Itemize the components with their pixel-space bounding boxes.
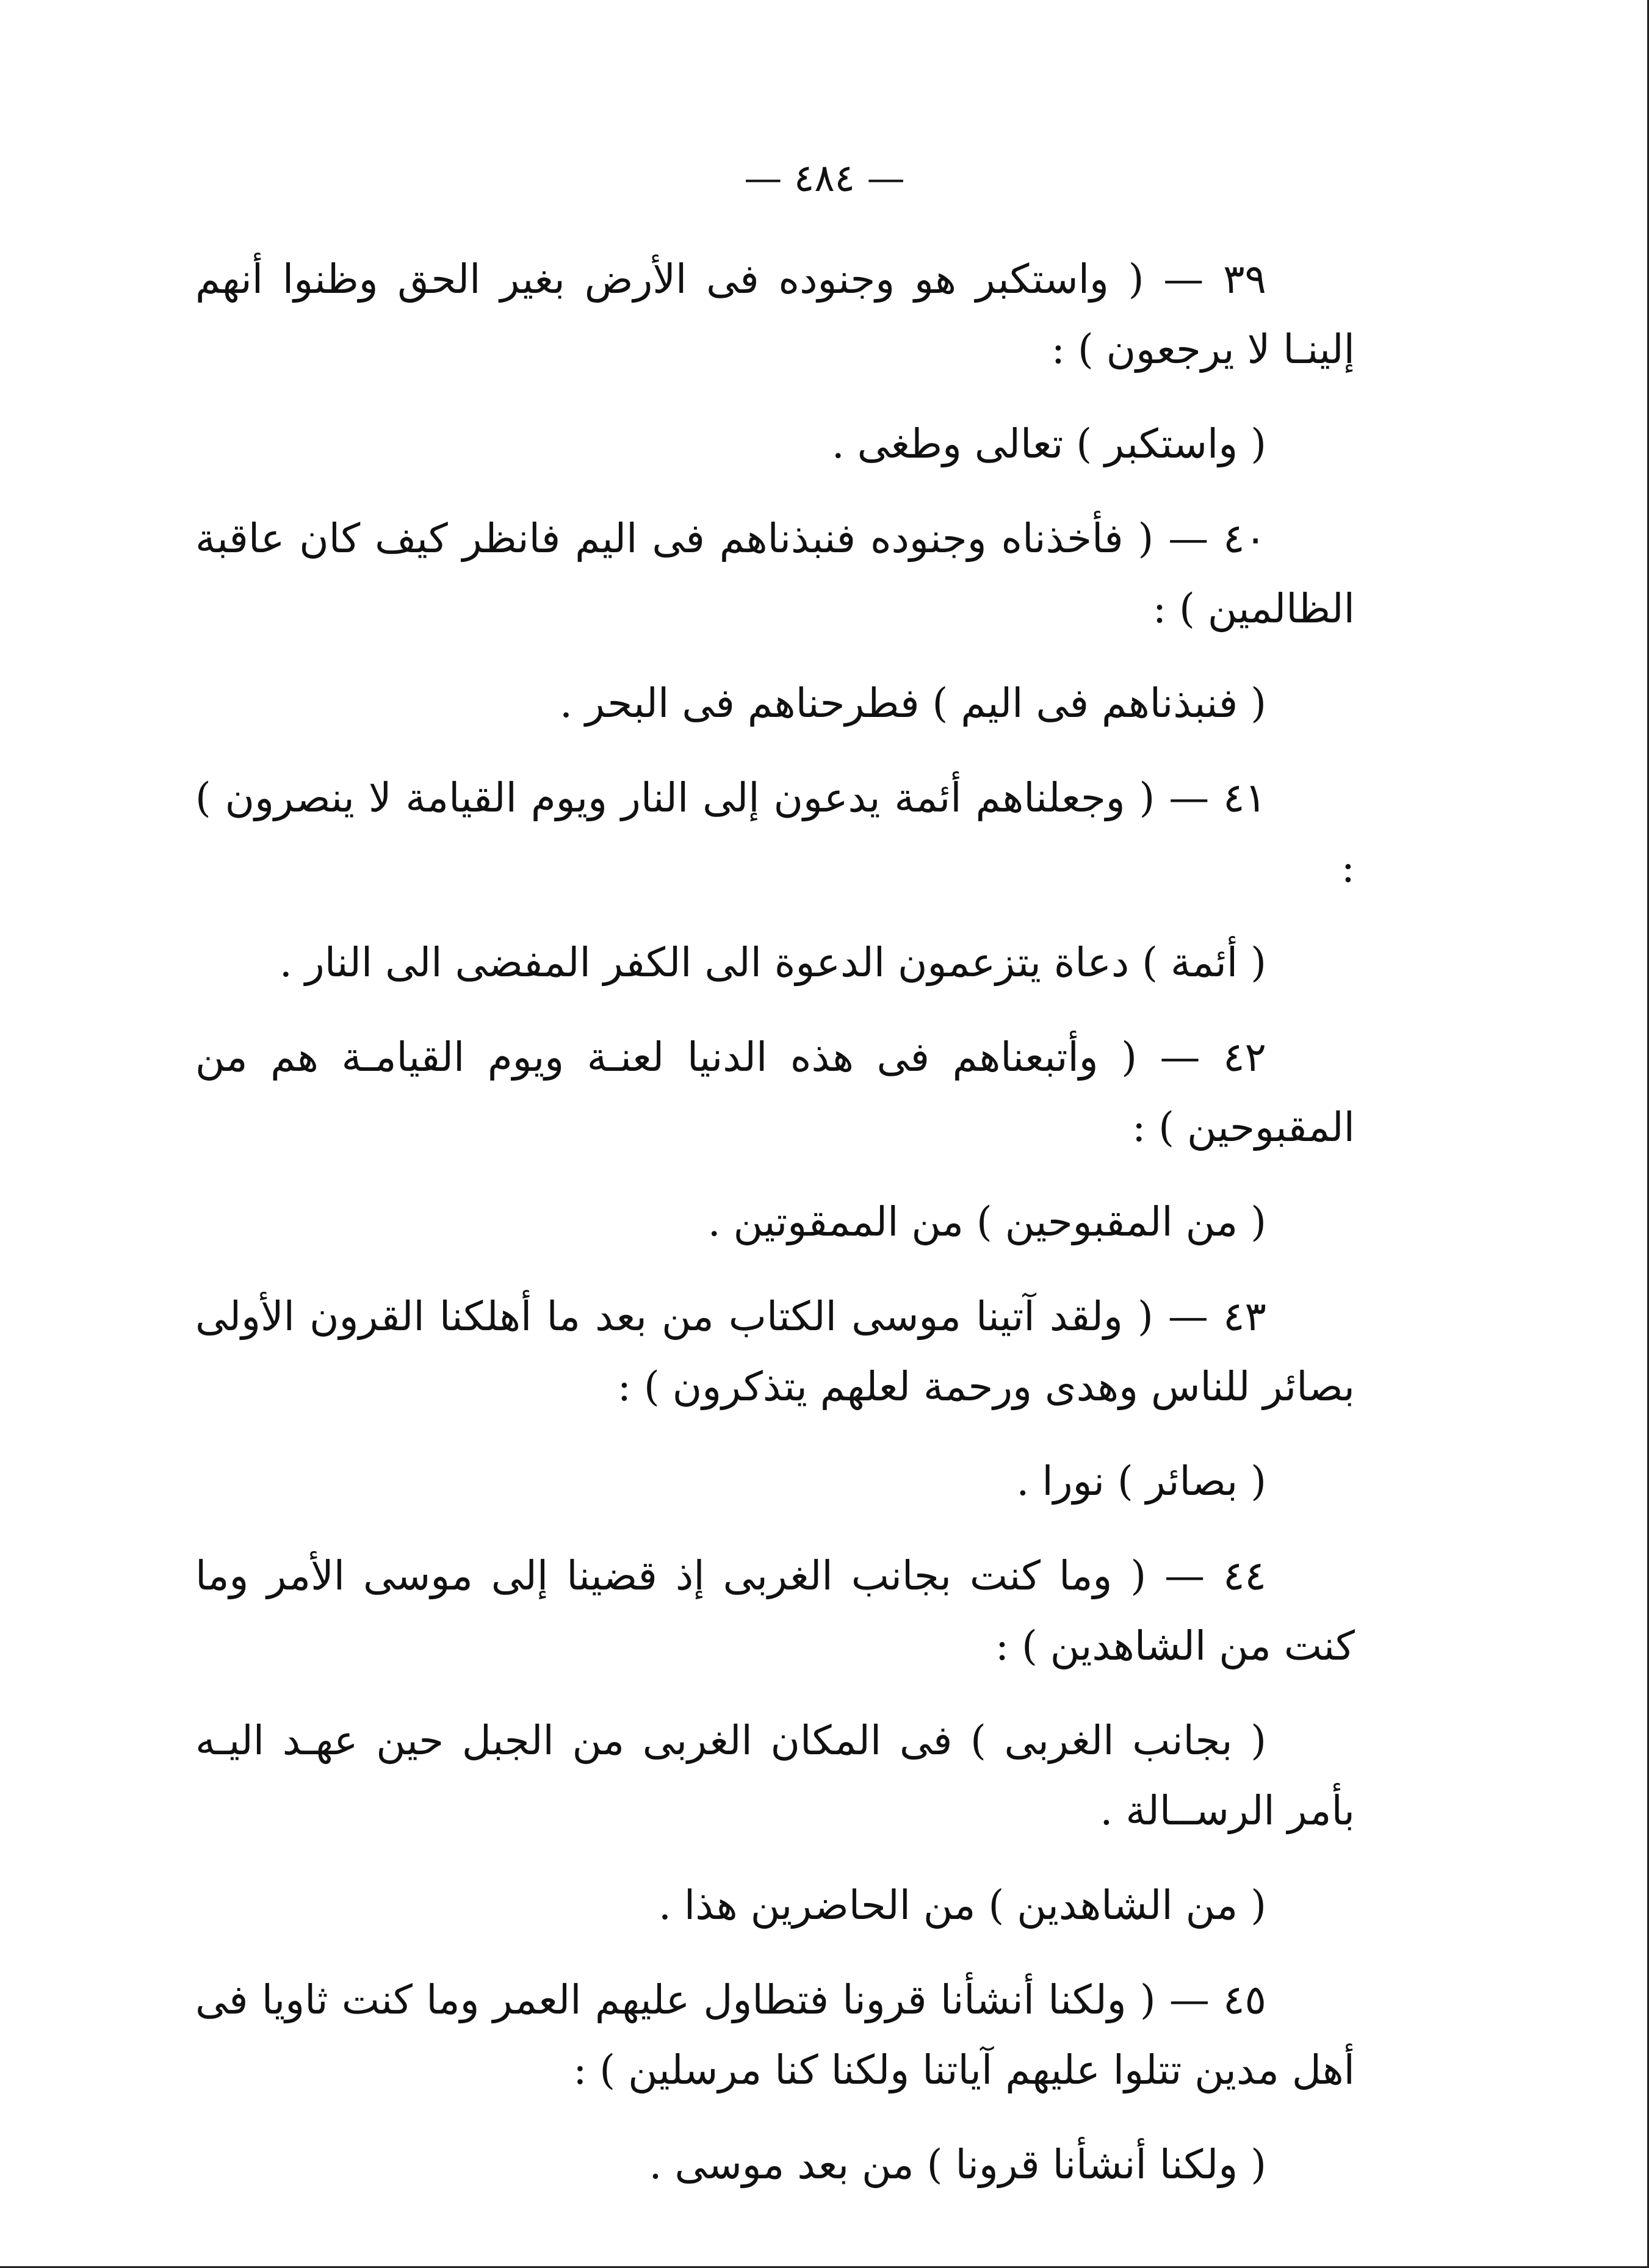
gloss-42: ( من المقبوحين ) من الممقوتين .	[707, 1198, 1266, 1245]
gloss-44-a: ( بجانب الغربى ) فى المكان الغربى من الجبل حين عهـد اليـه بأمر الرســالة .	[195, 1717, 1355, 1834]
verse-44: ٤٤ — ( وما كنت بجانب الغربى إذ قضينا إلى موسى الأمر وما كنت من الشاهدين ) :	[195, 1552, 1355, 1669]
gloss-44-b: ( من الشاهدين ) من الحاضرين هذا .	[658, 1882, 1266, 1929]
verse-45: ٤٥ — ( ولكنا أنشأنا قرونا فتطاول عليهم العمر وما كنت ثاويا فى أهل مدين تتلوا عليهم آياتنا ولكنا كنا مرسلين ) :	[195, 1976, 1355, 2093]
verse-40: ٤٠ — ( فأخذناه وجنوده فنبذناهم فى اليم فانظر كيف كان عاقبة الظالمين ) :	[195, 515, 1355, 632]
page-number: — ٤٨٤ —	[744, 156, 905, 200]
gloss-43: ( بصائر ) نورا .	[1016, 1458, 1266, 1505]
gloss-45: ( ولكنا أنشأنا قرونا ) من بعد موسى .	[649, 2141, 1266, 2188]
verse-43: ٤٣ — ( ولقد آتينا موسى الكتاب من بعد ما أهلكنا القرون الأولى بصائر للناس وهدى ورحمة لعلهم يتذكرون ) :	[195, 1293, 1355, 1410]
gloss-40: ( فنبذناهم فى اليم ) فطرحناهم فى البحر .	[560, 680, 1266, 727]
verse-41: ٤١ — ( وجعلناهم أئمة يدعون إلى النار ويوم القيامة لا ينصرون ) :	[195, 774, 1355, 891]
verse-39: ٣٩ — ( واستكبر هو وجنوده فى الأرض بغير الحق وظنوا أنهم إلينـا لا يرجعون ) :	[195, 256, 1355, 373]
gloss-39: ( واستكبر ) تعالى وطغى .	[831, 420, 1266, 467]
page-body	[195, 244, 1355, 2224]
gloss-41: ( أئمة ) دعاة يتزعمون الدعوة الى الكفر المفضى الى النار .	[279, 939, 1266, 986]
verse-42: ٤٢ — ( وأتبعناهم فى هذه الدنيا لعنـة ويوم القيامـة هم من المقبوحين ) :	[195, 1034, 1355, 1151]
